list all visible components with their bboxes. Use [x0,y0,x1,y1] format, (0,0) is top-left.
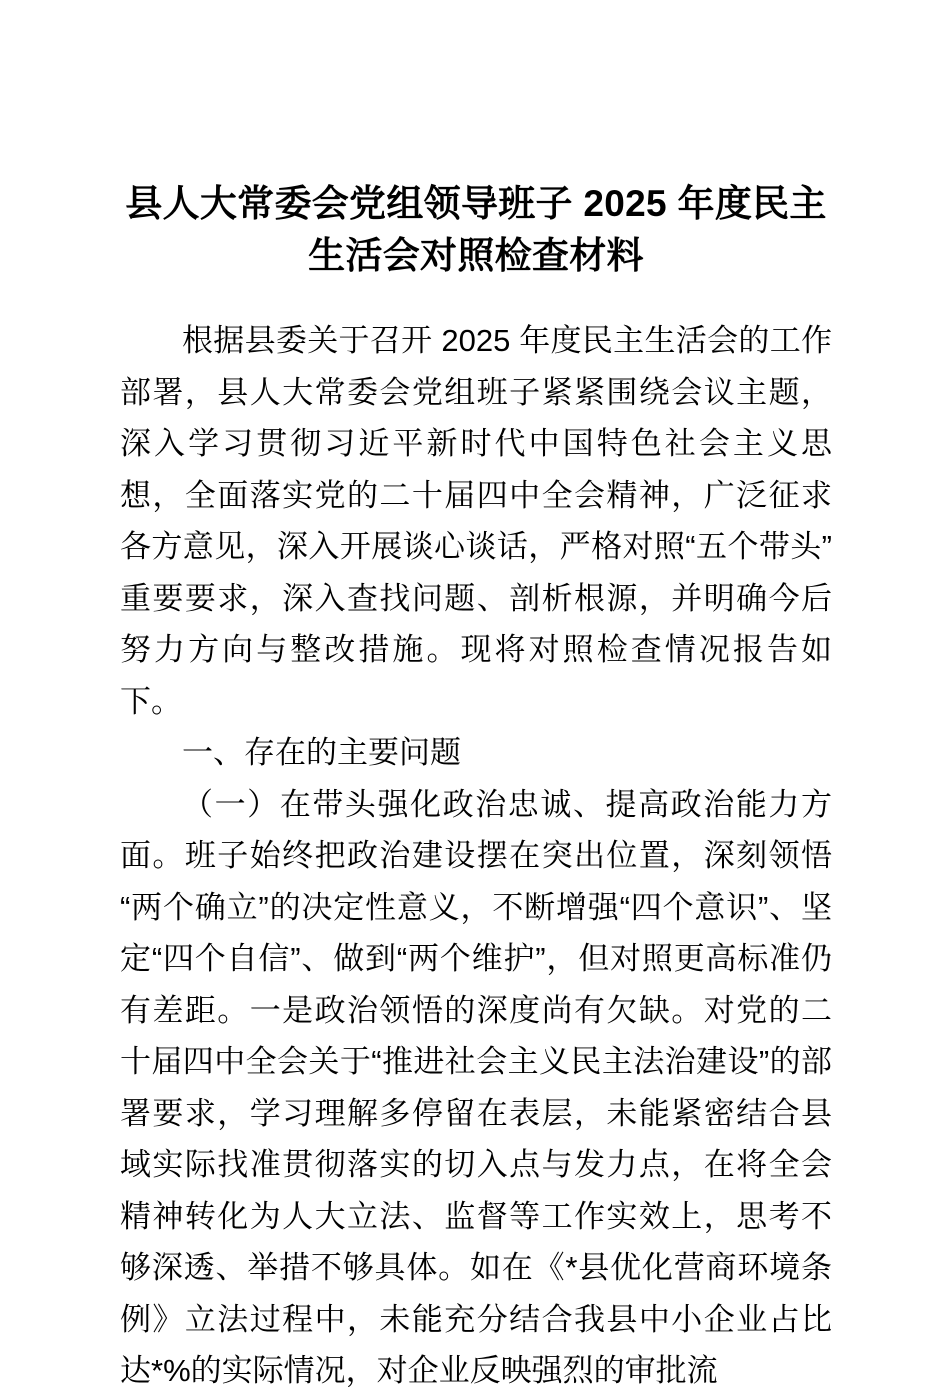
section-heading-one: 一、存在的主要问题 [182,735,461,770]
paragraph-subsection-one: （一）在带头强化政治忠诚、提高政治能力方面。班子始终把政治建设摆在突出位置，深刻领悟“两个确立”的决定性意义，不断增强“四个意识”、坚定“四个自信”、做到“两个维护”，但对照更高标准仍有差距。一是政治领悟的深度尚有欠缺。对党的二十届四中全会关于“推进社会主义民主法治建设”的部署要求，学习理解多停留在表层，未能紧密结合县域实际找准贯彻落实的切入点与发力点，在将全会精神转化为人大立法、监督等工作实效上，思考不够深透、举措不够具体。如在《*县优化营商环境条例》立法过程中，未能充分结合我县中小企业占比达*%的实际情况，对企业反映强烈的审批流 [120,786,832,1388]
document-title: 县人大常委会党组领导班子 2025 年度民主生活会对照检查材料 [125,183,827,276]
paragraph-intro: 根据县委关于召开 2025 年度民主生活会的工作部署，县人大常委会党组班子紧紧围绕会议主题，深入学习贯彻习近平新时代中国特色社会主义思想，全面落实党的二十届四中全会精神，广泛征求各方意见，深入开展谈心谈话，严格对照“五个带头”重要要求，深入查找问题、剖析根源，并明确今后努力方向与整改措施。现将对照检查情况报告如下。 [120,323,832,719]
document-body [120,0,832,1397]
